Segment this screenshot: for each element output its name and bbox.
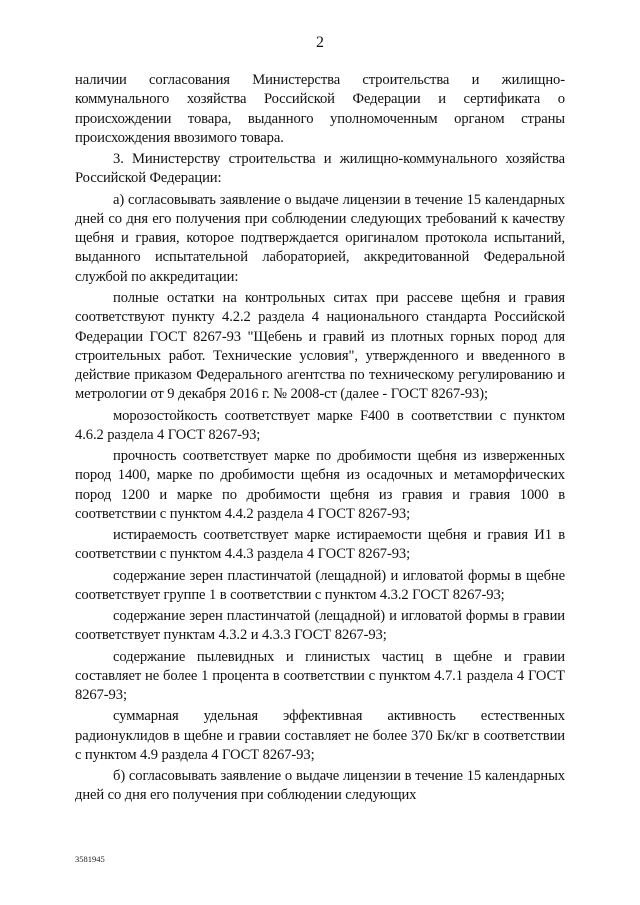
requirement-radionuclides: суммарная удельная эффективная активность естественных радионуклидов в щебне и гравии составляет не более 370 Бк/кг в соответствии с пунктом 4.9 раздела 4 ГОСТ 8267-93; xyxy=(75,708,565,763)
paragraph-subitem-a: а) согласовывать заявление о выдаче лицензии в течение 15 календарных дней со дня его получения при соблюдении следующих требований к качеству щебня и гравия, которое подтверждается оригиналом протокола испытаний, выданного испытательной лабораторией, аккредитованной Федеральной службой по аккредитации: xyxy=(75,191,565,285)
requirement-sieve-residue: полные остатки на контрольных ситах при рассеве щебня и гравия соответствуют пункту 4.2.2 раздела 4 национального стандарта Российской Федерации ГОСТ 8267-93 "Щебень и гравий из плотных горных пород для строительных работ. Технические условия", утвержденного и введенного в действие приказом Федерального агентства по техническому регулированию и метрологии от 9 декабря 2016 г. № 2008-ст (далее - ГОСТ 8267-93); xyxy=(75,289,565,403)
paragraph-item-3: 3. Министерству строительства и жилищно-коммунального хозяйства Российской Федерации: xyxy=(75,151,565,187)
requirement-strength: прочность соответствует марке по дробимости щебня из изверженных пород 1400, марке по дробимости щебня из осадочных и метаморфических пород 1200 и марке по дробимости щебня из гравия и гравия 1000 в соответствии с пунктом 4.4.2 раздела 4 ГОСТ 8267-93; xyxy=(75,448,565,522)
requirement-frost-resistance: морозостойкость соответствует марке F400 в соответствии с пунктом 4.6.2 раздела 4 ГОСТ 8267-93; xyxy=(75,407,565,443)
page-number: 2 xyxy=(316,34,324,51)
document-body xyxy=(75,71,565,808)
requirement-flaky-grains-crushed-stone: содержание зерен пластинчатой (лещадной) и игловатой формы в щебне соответствует группе 1 в соответствии с пунктом 4.3.2 ГОСТ 8267-93; xyxy=(75,567,565,603)
paragraph-continuation: наличии согласования Министерства строительства и жилищно-коммунального хозяйства Российской Федерации и сертификата о происхождении товара, выданного уполномоченным органом страны происхождения ввозимого товара. xyxy=(75,72,565,146)
requirement-flaky-grains-gravel: содержание зерен пластинчатой (лещадной) и игловатой формы в гравии соответствует пунктам 4.3.2 и 4.3.3 ГОСТ 8267-93; xyxy=(75,608,565,644)
document-id: 3581945 xyxy=(75,854,105,864)
requirement-abrasion: истираемость соответствует марке истираемости щебня и гравия И1 в соответствии с пунктом 4.4.3 раздела 4 ГОСТ 8267-93; xyxy=(75,527,565,563)
requirement-dust-clay-particles: содержание пылевидных и глинистых частиц в щебне и гравии составляет не более 1 процента в соответствии с пунктом 4.7.1 раздела 4 ГОСТ 8267-93; xyxy=(75,648,565,704)
paragraph-subitem-b: б) согласовывать заявление о выдаче лицензии в течение 15 календарных дней со дня его получения при соблюдении следующих xyxy=(75,768,565,804)
